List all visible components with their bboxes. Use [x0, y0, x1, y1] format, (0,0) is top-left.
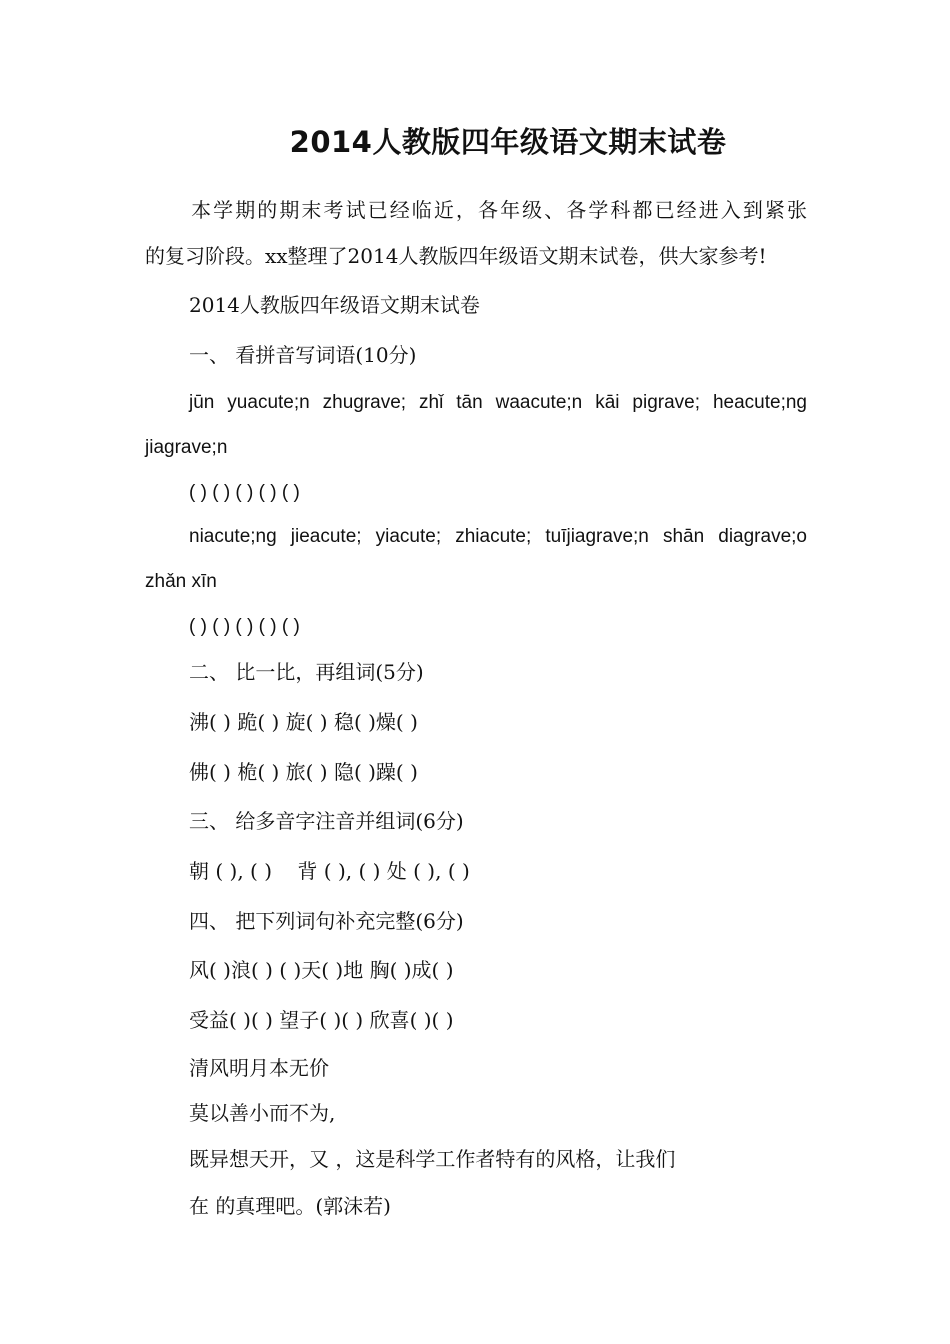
pinyin-row-1-line-1: [145, 389, 807, 417]
intro-line-1-text: 本学期的期末考试已经临近，各年级、各学科都已经进入到紧张: [189, 198, 807, 222]
compare-row-2: 佛( ) 桅( ) 旅( ) 隐( )躁( ): [189, 760, 418, 784]
pinyin-row-1-line-2: jiagrave;n: [145, 437, 228, 458]
answer-blanks-row-2: ( ) ( ) ( ) ( ) ( ): [189, 616, 300, 637]
pinyin-row-2-line-2: zhǎn xīn: [145, 571, 217, 592]
intro-paragraph-line-1: [145, 196, 807, 224]
pinyin-row-2-line-1: [145, 523, 807, 551]
section-4-heading: 四、 把下列词句补充完整(6分): [189, 909, 464, 933]
compare-row-1: 沸( ) 跪( ) 旋( ) 稳( )燥( ): [189, 710, 418, 734]
document-title: 2014人教版四年级语文期末试卷: [289, 125, 727, 159]
document-subtitle: 2014人教版四年级语文期末试卷: [189, 293, 480, 317]
quote-line-4: 在 的真理吧。(郭沫若): [189, 1194, 391, 1218]
intro-paragraph-line-2: 的复习阶段。xx整理了2014人教版四年级语文期末试卷，供大家参考!: [145, 244, 767, 268]
complete-row-2: 受益( )( ) 望子( )( ) 欣喜( )( ): [189, 1008, 454, 1032]
answer-blanks-row-1: ( ) ( ) ( ) ( ) ( ): [189, 482, 300, 503]
quote-line-2: 莫以善小而不为,: [189, 1101, 336, 1125]
quote-line-3: 既异想天开，又 ，这是科学工作者特有的风格，让我们: [189, 1147, 676, 1171]
polyphone-row: 朝 ( ), ( ) 背 ( ), ( ) 处 ( ), ( ): [189, 859, 470, 883]
pinyin-row-2-text: niacute;ng jieacute; yiacute; zhiacute; tuījiagrave;n shān diagrave;o: [189, 526, 807, 547]
section-1-heading: 一、 看拼音写词语(10分): [189, 343, 417, 367]
complete-row-1: 风( )浪( ) ( )天( )地 胸( )成( ): [189, 958, 454, 982]
pinyin-row-1-text: jūn yuacute;n zhugrave; zhǐ tān waacute;n kāi pigrave; heacute;ng: [189, 392, 807, 413]
section-2-heading: 二、 比一比，再组词(5分): [189, 660, 424, 684]
section-3-heading: 三、 给多音字注音并组词(6分): [189, 809, 464, 833]
quote-line-1: 清风明月本无价: [189, 1056, 329, 1080]
